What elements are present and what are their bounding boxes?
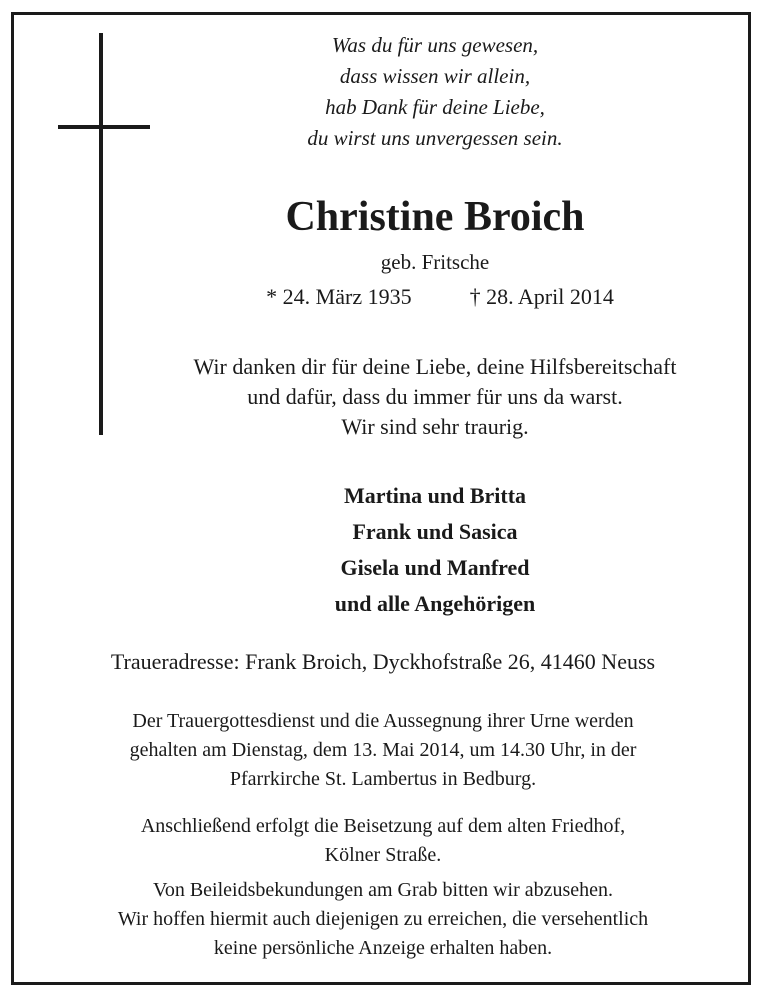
burial-line: Kölner Straße. <box>324 844 442 866</box>
condolences-line: Von Beileidsbekundungen am Grab bitten wir abzusehen. <box>152 879 614 901</box>
service-info <box>30 707 736 794</box>
mourner: und alle Angehörigen <box>334 591 536 616</box>
mourning-address: Traueradresse: Frank Broich, Dyckhofstraße 26, 41460 Neuss <box>110 649 656 674</box>
deceased-name: Christine Broich <box>285 194 585 240</box>
mourner: Gisela und Manfred <box>340 555 530 580</box>
thanks-line: Wir danken dir für deine Liebe, deine Hilfsbereitschaft <box>193 354 677 379</box>
burial-info <box>30 812 736 870</box>
condolences-line: Wir hoffen hiermit auch diejenigen zu erreichen, die versehentlich <box>117 908 649 930</box>
mourner: Frank und Sasica <box>352 519 518 544</box>
service-line: gehalten am Dienstag, dem 13. Mai 2014, um 14.30 Uhr, in der <box>129 739 637 761</box>
life-dates <box>200 282 680 312</box>
thanks-text <box>120 352 750 442</box>
condolences-note <box>30 876 736 963</box>
burial-line: Anschließend erfolgt die Beisetzung auf dem alten Friedhof, <box>140 815 626 837</box>
verse-line: hab Dank für deine Liebe, <box>325 95 545 119</box>
service-line: Der Trauergottesdienst und die Aussegnung ihrer Urne werden <box>132 710 634 732</box>
service-line: Pfarrkirche St. Lambertus in Bedburg. <box>229 768 537 790</box>
mourners-list <box>250 478 620 622</box>
cross-vertical-bar <box>99 33 103 435</box>
verse-line: Was du für uns gewesen, <box>331 33 539 57</box>
birth-name: geb. Fritsche <box>380 250 490 274</box>
cross-horizontal-bar <box>58 125 150 129</box>
verse-line: dass wissen wir allein, <box>339 64 531 88</box>
mourner: Martina und Britta <box>343 483 527 508</box>
thanks-line: Wir sind sehr traurig. <box>341 414 529 439</box>
verse-line: du wirst uns unvergessen sein. <box>307 126 563 150</box>
death-date: † 28. April 2014 <box>469 284 614 309</box>
birth-date: * 24. März 1935 <box>266 284 412 309</box>
memorial-verse <box>230 30 640 154</box>
condolences-line: keine persönliche Anzeige erhalten haben. <box>213 937 553 959</box>
thanks-line: und dafür, dass du immer für uns da warst. <box>247 384 623 409</box>
